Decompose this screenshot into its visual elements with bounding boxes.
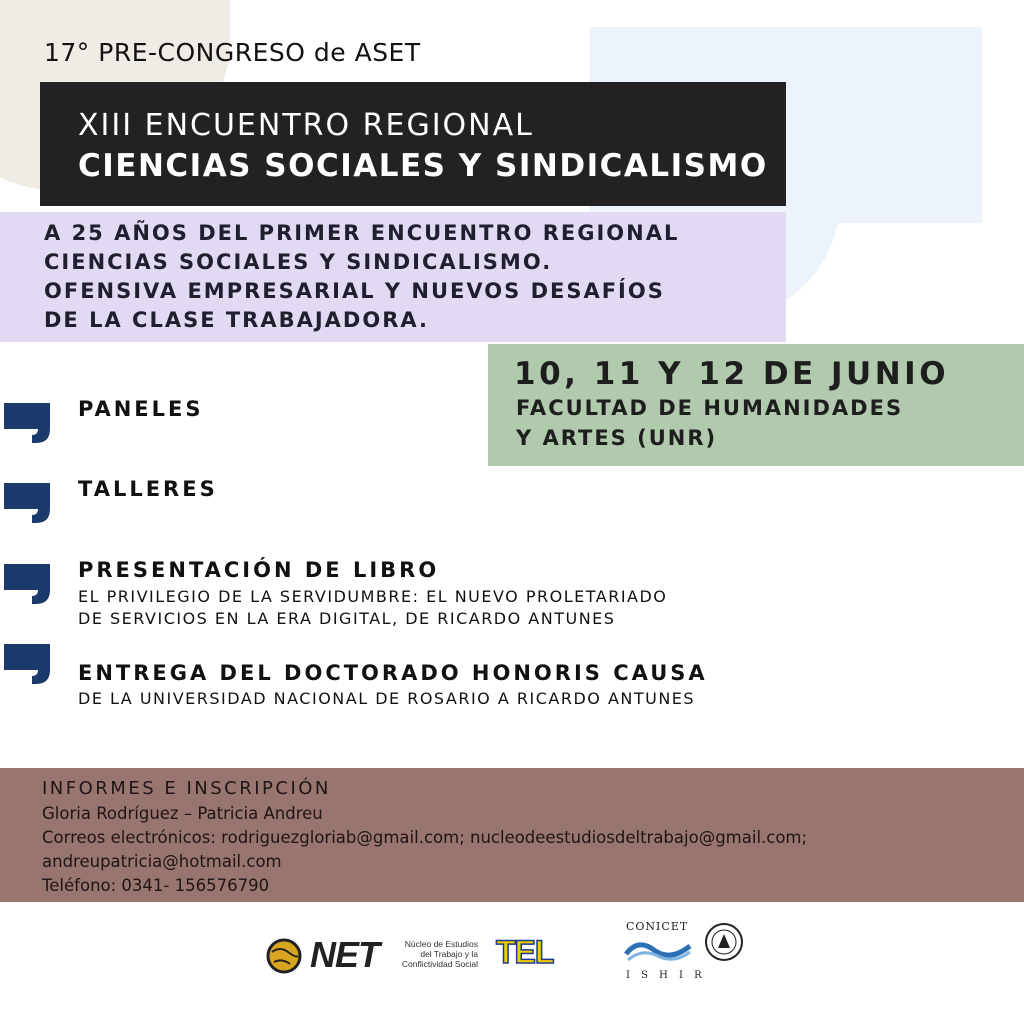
title-box: [40, 82, 786, 206]
net-globe-logo-icon: [266, 938, 302, 974]
net-desc-line-1: Núcleo de Estudios: [404, 939, 478, 949]
item-presentacion-sub-2: DE SERVICIOS EN LA ERA DIGITAL, DE RICARDO ANTUNES: [78, 609, 616, 628]
item-paneles: PANELES: [78, 397, 204, 421]
conicet-wave-logo-icon: [624, 936, 694, 964]
net-description: [386, 939, 478, 969]
item-presentacion-libro: PRESENTACIÓN DE LIBRO: [78, 558, 440, 582]
net-logo-text: NET: [310, 934, 379, 975]
subtitle-line-3: OFENSIVA EMPRESARIAL Y NUEVOS DESAFÍOS: [44, 279, 665, 303]
item-doctorado-sub-1: DE LA UNIVERSIDAD NACIONAL DE ROSARIO A RICARDO ANTUNES: [78, 689, 696, 708]
item-presentacion-sub-1: EL PRIVILEGIO DE LA SERVIDUMBRE: EL NUEVO PROLETARIADO: [78, 587, 668, 606]
info-title: INFORMES E INSCRIPCIÓN: [42, 778, 331, 799]
info-names: Gloria Rodríguez – Patricia Andreu: [42, 804, 323, 823]
title-line-1: XIII ENCUENTRO REGIONAL: [78, 108, 534, 143]
subtitle-line-1: A 25 AÑOS DEL PRIMER ENCUENTRO REGIONAL: [44, 221, 680, 245]
pre-congreso-title: 17° PRE-CONGRESO de ASET: [44, 38, 421, 67]
ishir-label: I S H I R: [626, 970, 706, 981]
info-phone: Teléfono: 0341- 156576790: [42, 876, 270, 895]
event-venue-line-2: Y ARTES (UNR): [516, 426, 718, 450]
quote-icon: [4, 483, 50, 523]
quote-icon: [4, 564, 50, 604]
subtitle-line-4: DE LA CLASE TRABAJADORA.: [44, 308, 430, 332]
unr-seal-icon: [704, 922, 744, 962]
event-venue-line-1: FACULTAD DE HUMANIDADES: [516, 396, 904, 420]
item-doctorado: ENTREGA DEL DOCTORADO HONORIS CAUSA: [78, 661, 708, 685]
tel-logo-text: TEL: [496, 934, 554, 970]
quote-icon: [4, 644, 50, 684]
item-talleres: TALLERES: [78, 477, 218, 501]
event-date: 10, 11 Y 12 DE JUNIO: [514, 356, 950, 392]
title-line-2: CIENCIAS SOCIALES Y SINDICALISMO: [78, 148, 768, 184]
conicet-label: CONICET: [626, 920, 689, 933]
quote-icon: [4, 403, 50, 443]
info-emails-line-2: andreupatricia@hotmail.com: [42, 852, 282, 871]
net-desc-line-2: del Trabajo y la: [420, 949, 478, 959]
info-emails-line-1: Correos electrónicos: rodriguezgloriab@gmail.com; nucleodeestudiosdeltrabajo@gmail.com;: [42, 828, 808, 847]
net-desc-line-3: Conflictividad Social: [401, 959, 478, 969]
subtitle-line-2: CIENCIAS SOCIALES Y SINDICALISMO.: [44, 250, 553, 274]
